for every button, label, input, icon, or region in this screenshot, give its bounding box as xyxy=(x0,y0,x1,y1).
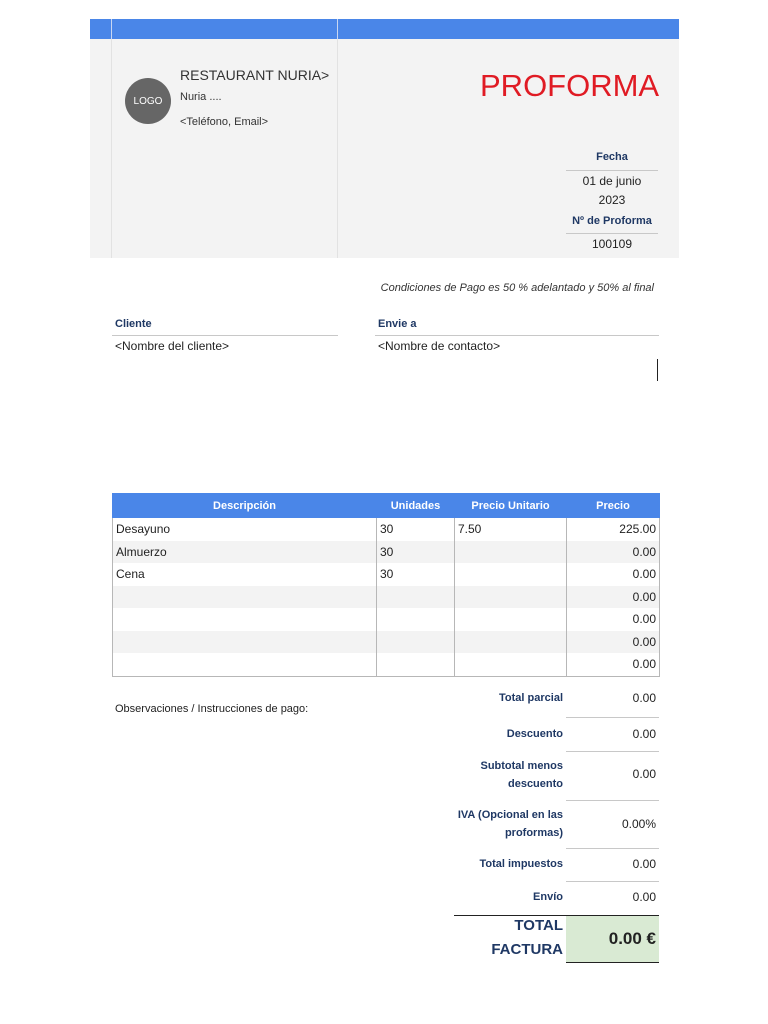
column-header-description: Descripción xyxy=(113,494,377,518)
divider xyxy=(566,233,658,234)
subtotal-less-discount-label-line-2: descuento xyxy=(507,778,563,790)
divider xyxy=(375,335,659,336)
shipping-label: Envío xyxy=(533,891,563,903)
client-label: Cliente xyxy=(115,318,152,330)
table-row xyxy=(113,631,660,654)
proforma-number: 100109 xyxy=(591,237,633,251)
grand-total-box xyxy=(566,916,659,963)
cell-description[interactable]: Desayuno xyxy=(113,518,377,541)
grand-total-label-line-2: FACTURA xyxy=(491,941,563,958)
table-row xyxy=(113,608,660,631)
column-divider xyxy=(337,39,338,258)
vat-value[interactable]: 0.00% xyxy=(621,817,656,831)
grand-total-label-line-1: TOTAL xyxy=(514,917,563,934)
cell-description[interactable] xyxy=(113,608,377,631)
divider xyxy=(566,170,658,171)
cell-units[interactable]: 30 xyxy=(377,541,455,564)
cell-description[interactable] xyxy=(113,586,377,609)
ship-to-contact: <Nombre de contacto> xyxy=(378,339,501,353)
subtotal-less-discount-value: 0.00 xyxy=(632,767,656,781)
column-header-unit-price: Precio Unitario xyxy=(455,494,567,518)
document-title: PROFORMA xyxy=(480,68,660,103)
divider xyxy=(566,848,659,849)
header-color-bar xyxy=(90,19,679,39)
cell-price: 0.00 xyxy=(567,631,660,654)
header-bar-segment xyxy=(90,19,112,39)
table-row xyxy=(113,586,660,609)
table-row xyxy=(113,541,660,564)
company-contact: <Teléfono, Email> xyxy=(180,116,269,128)
ship-to-label: Envie a xyxy=(378,318,417,330)
divider xyxy=(566,751,659,752)
cell-units[interactable] xyxy=(377,653,455,676)
payment-terms: Condiciones de Pago es 50 % adelantado y 50% al final xyxy=(380,282,654,294)
proforma-number-label: Nº de Proforma xyxy=(572,215,652,227)
text-cursor xyxy=(657,359,658,381)
vat-label-line-2: proformas) xyxy=(504,827,563,839)
cell-description[interactable]: Cena xyxy=(113,563,377,586)
divider xyxy=(566,881,659,882)
client-name: <Nombre del cliente> xyxy=(115,339,230,353)
payment-notes-label: Observaciones / Instrucciones de pago: xyxy=(115,703,309,715)
cell-price: 225.00 xyxy=(567,518,660,541)
table-row xyxy=(113,653,660,676)
table-header-row xyxy=(113,494,660,518)
logo-text: LOGO xyxy=(133,95,163,107)
table-row xyxy=(113,563,660,586)
cell-unit-price[interactable] xyxy=(455,608,567,631)
column-header-price: Precio xyxy=(567,494,660,518)
cell-price: 0.00 xyxy=(567,608,660,631)
subtotal-value: 0.00 xyxy=(632,691,656,705)
date-label: Fecha xyxy=(596,151,628,163)
divider xyxy=(566,800,659,801)
cell-price: 0.00 xyxy=(567,586,660,609)
divider xyxy=(112,335,338,336)
vat-label-line-1: IVA (Opcional en las xyxy=(457,809,563,821)
date-line-1: 01 de junio xyxy=(582,174,642,188)
grand-total-label xyxy=(454,914,563,962)
cell-unit-price[interactable]: 7.50 xyxy=(455,518,567,541)
cell-unit-price[interactable] xyxy=(455,586,567,609)
cell-description[interactable] xyxy=(113,631,377,654)
items-table xyxy=(112,493,660,677)
column-header-units: Unidades xyxy=(377,494,455,518)
cell-unit-price[interactable] xyxy=(455,653,567,676)
table-row xyxy=(113,518,660,541)
cell-price: 0.00 xyxy=(567,541,660,564)
date-line-2: 2023 xyxy=(598,193,626,207)
cell-units[interactable]: 30 xyxy=(377,518,455,541)
cell-price: 0.00 xyxy=(567,563,660,586)
cell-description[interactable]: Almuerzo xyxy=(113,541,377,564)
cell-unit-price[interactable] xyxy=(455,563,567,586)
subtotal-label: Total parcial xyxy=(499,692,563,704)
company-subtitle: Nuria .... xyxy=(180,91,222,103)
taxes-total-value: 0.00 xyxy=(632,857,656,871)
taxes-total-label: Total impuestos xyxy=(479,858,563,870)
cell-price: 0.00 xyxy=(567,653,660,676)
column-divider xyxy=(111,39,112,258)
divider xyxy=(566,717,659,718)
discount-label: Descuento xyxy=(506,728,563,740)
cell-description[interactable] xyxy=(113,653,377,676)
grand-total-value: 0.00 € xyxy=(608,929,656,948)
cell-unit-price[interactable] xyxy=(455,541,567,564)
subtotal-less-discount-label-line-1: Subtotal menos xyxy=(480,760,563,772)
company-logo xyxy=(125,78,171,124)
cell-unit-price[interactable] xyxy=(455,631,567,654)
company-name: RESTAURANT NURIA> xyxy=(180,67,330,83)
cell-units[interactable] xyxy=(377,631,455,654)
shipping-value[interactable]: 0.00 xyxy=(632,890,656,904)
cell-units[interactable]: 30 xyxy=(377,563,455,586)
cell-units[interactable] xyxy=(377,608,455,631)
header-bar-segment xyxy=(112,19,338,39)
cell-units[interactable] xyxy=(377,586,455,609)
discount-value[interactable]: 0.00 xyxy=(632,727,656,741)
